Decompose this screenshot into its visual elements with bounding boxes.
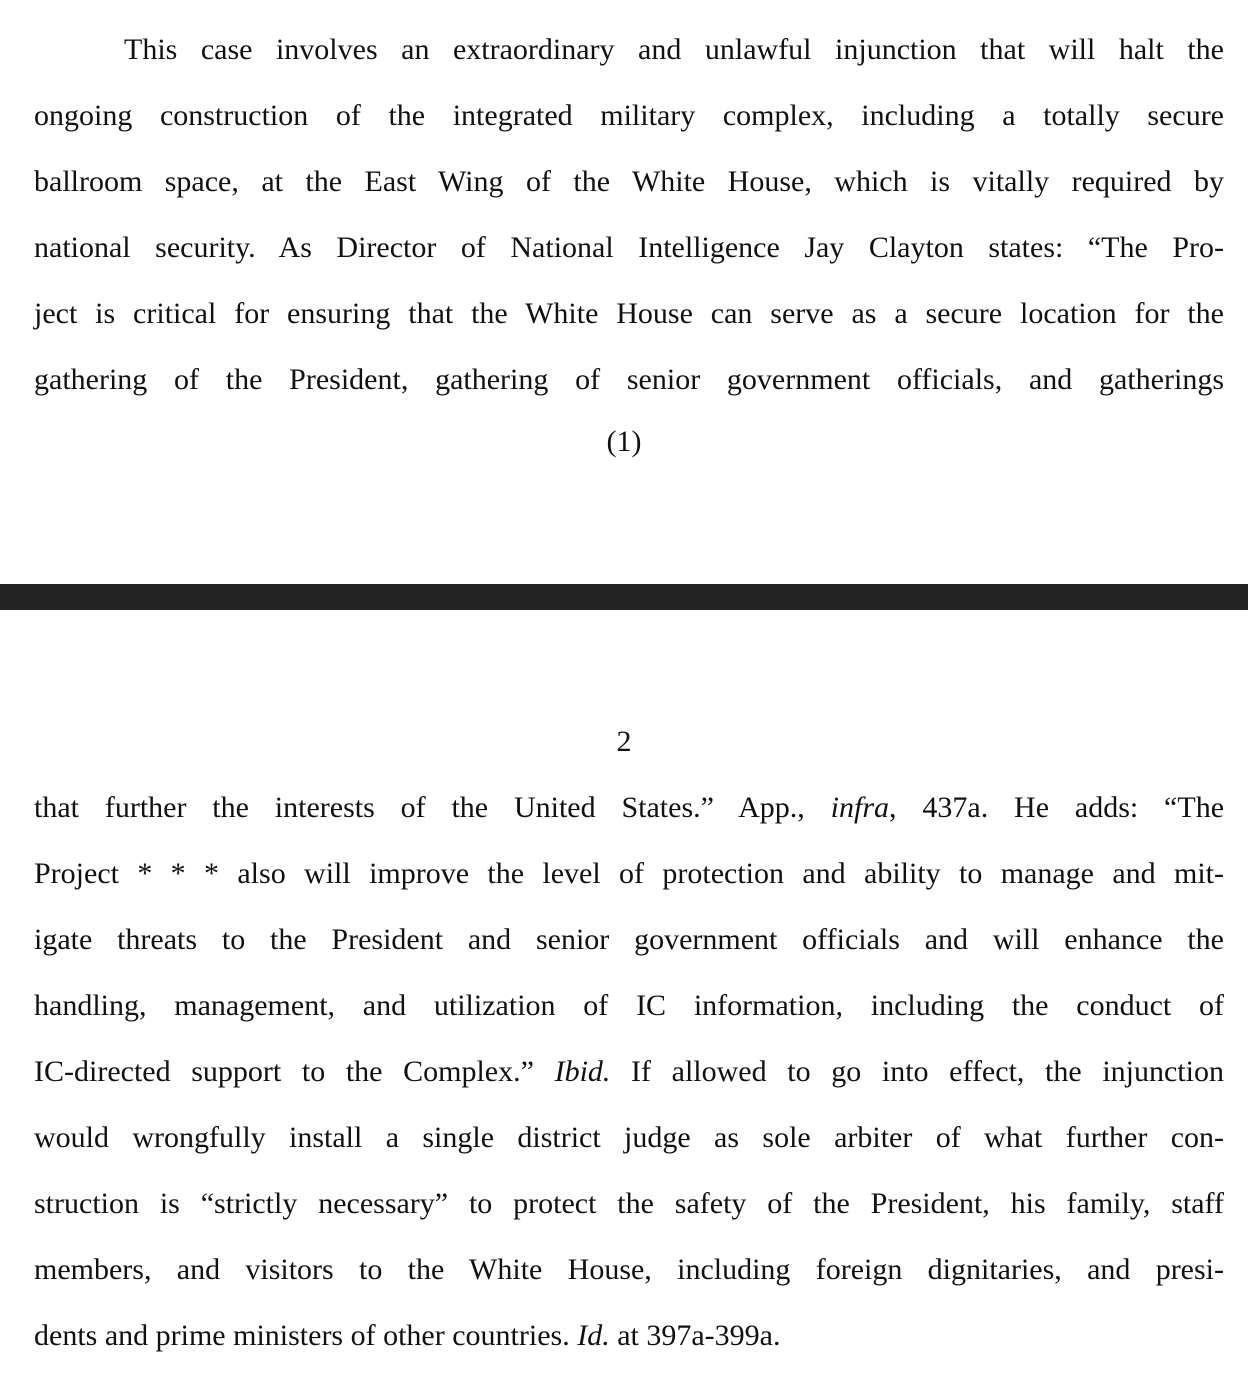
page-divider <box>0 584 1248 610</box>
text-run: dents and prime ministers of other countries. <box>34 1319 578 1352</box>
text-run: , 437a. He adds: “The <box>889 791 1225 824</box>
italic-citation: Ibid. <box>554 1055 611 1088</box>
body-text-line: struction is “strictly necessary” to protect the safety of the President, his family, staff <box>34 1187 1224 1220</box>
text-run: at 397a-399a. <box>609 1319 781 1352</box>
body-text-line <box>34 1318 1224 1354</box>
body-text-line: ongoing construction of the integrated military complex, including a totally secure <box>34 99 1224 132</box>
body-text-line <box>34 1054 1224 1090</box>
body-text-line: would wrongfully install a single district judge as sole arbiter of what further con- <box>34 1121 1224 1154</box>
body-text-line: national security. As Director of National Intelligence Jay Clayton states: “The Pro- <box>34 231 1224 264</box>
body-text-line: ject is critical for ensuring that the White House can serve as a secure location for the <box>34 297 1224 330</box>
body-text-line: handling, management, and utilization of IC information, including the conduct of <box>34 989 1224 1022</box>
text-run: IC-directed support to the Complex.” <box>34 1055 555 1088</box>
text-run: If allowed to go into effect, the injunction <box>610 1055 1224 1088</box>
page-number: 2 <box>616 725 632 758</box>
body-text-line: igate threats to the President and senior government officials and will enhance the <box>34 923 1224 956</box>
body-text-line: ballroom space, at the East Wing of the White House, which is vitally required by <box>34 165 1224 198</box>
page-1 <box>0 0 1248 584</box>
italic-citation: Id. <box>577 1319 610 1352</box>
text-run: that further the interests of the United States.” App., <box>34 791 831 824</box>
body-text-line <box>34 790 1224 826</box>
body-text-line: gathering of the President, gathering of senior government officials, and gatherings <box>34 363 1224 396</box>
page-number: (1) <box>606 425 642 458</box>
page-2 <box>0 610 1248 1380</box>
body-text-line: This case involves an extraordinary and unlawful injunction that will halt the <box>124 33 1224 66</box>
italic-citation: infra <box>830 791 890 824</box>
body-text-line: members, and visitors to the White House, including foreign dignitaries, and presi- <box>34 1253 1224 1286</box>
body-text-line: Project * * * also will improve the level of protection and ability to manage and mit- <box>34 857 1224 890</box>
